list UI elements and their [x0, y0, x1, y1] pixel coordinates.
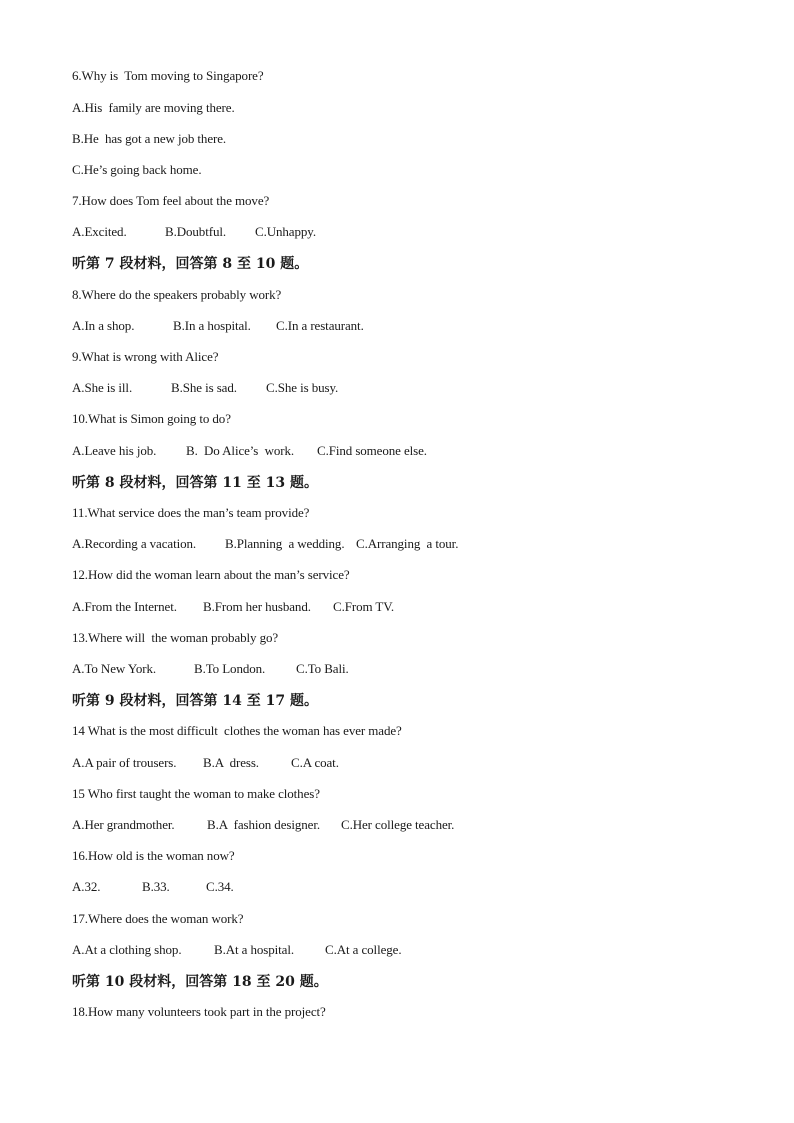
q7-options-row: [72, 224, 772, 240]
q15-option-c: C.Her college teacher.: [341, 817, 455, 832]
question-16: 16.How old is the woman now?: [72, 848, 235, 863]
q8-option-b: B.In a hospital.: [173, 318, 251, 333]
q7-option-c: C.Unhappy.: [255, 224, 316, 239]
q17-option-c: C.At a college.: [325, 942, 402, 957]
q11-option-c: C.Arranging a tour.: [356, 536, 459, 551]
q17-options-row: [72, 942, 772, 958]
question-9: 9.What is wrong with Alice?: [72, 349, 219, 364]
q15-option-b: B.A fashion designer.: [207, 817, 320, 832]
q16-option-b: B.33.: [142, 879, 170, 894]
section-heading-9: 听第 9 段材料，回答第 14 至 17 题。: [72, 693, 318, 709]
q10-options-row: [72, 443, 772, 459]
q16-option-c: C.34.: [206, 879, 234, 894]
q7-option-a: A.Excited.: [72, 224, 127, 239]
q15-options-row: [72, 817, 772, 833]
q8-options-row: [72, 318, 772, 334]
q12-option-c: C.From TV.: [333, 599, 395, 614]
q9-option-b: B.She is sad.: [171, 380, 237, 395]
q14-options-row: [72, 755, 772, 771]
question-13: 13.Where will the woman probably go?: [72, 630, 279, 645]
q6-option-a: A.His family are moving there.: [72, 100, 235, 115]
q8-option-a: A.In a shop.: [72, 318, 135, 333]
q6-option-b: B.He has got a new job there.: [72, 131, 227, 146]
section-heading-7: 听第 7 段材料，回答第 8 至 10 题。: [72, 256, 309, 272]
question-10: 10.What is Simon going to do?: [72, 411, 231, 426]
question-12: 12.How did the woman learn about the man’s service?: [72, 567, 350, 582]
q13-options-row: [72, 661, 772, 677]
q9-option-a: A.She is ill.: [72, 380, 133, 395]
q11-option-b: B.Planning a wedding.: [225, 536, 345, 551]
question-11: 11.What service does the man’s team provide?: [72, 505, 310, 520]
question-8: 8.Where do the speakers probably work?: [72, 287, 282, 302]
q16-option-a: A.32.: [72, 879, 101, 894]
q9-options-row: [72, 380, 772, 396]
q17-option-b: B.At a hospital.: [214, 942, 295, 957]
q17-option-a: A.At a clothing shop.: [72, 942, 182, 957]
question-6: 6.Why is Tom moving to Singapore?: [72, 68, 264, 83]
q12-options-row: [72, 599, 772, 615]
question-17: 17.Where does the woman work?: [72, 911, 244, 926]
q10-option-a: A.Leave his job.: [72, 443, 157, 458]
q14-option-b: B.A dress.: [203, 755, 259, 770]
q14-option-c: C.A coat.: [291, 755, 339, 770]
q9-option-c: C.She is busy.: [266, 380, 339, 395]
q6-option-c: C.He’s going back home.: [72, 162, 202, 177]
question-14: 14 What is the most difficult clothes the woman has ever made?: [72, 723, 402, 738]
q11-options-row: [72, 536, 772, 552]
q16-options-row: [72, 879, 772, 895]
question-15: 15 Who first taught the woman to make clothes?: [72, 786, 320, 801]
q13-option-a: A.To New York.: [72, 661, 157, 676]
question-7: 7.How does Tom feel about the move?: [72, 193, 270, 208]
q11-option-a: A.Recording a vacation.: [72, 536, 197, 551]
q8-option-c: C.In a restaurant.: [276, 318, 364, 333]
section-heading-10: 听第 10 段材料，回答第 18 至 20 题。: [72, 974, 328, 990]
q7-option-b: B.Doubtful.: [165, 224, 227, 239]
question-18: 18.How many volunteers took part in the project?: [72, 1004, 326, 1019]
q10-option-c: C.Find someone else.: [317, 443, 427, 458]
q12-option-b: B.From her husband.: [203, 599, 311, 614]
q15-option-a: A.Her grandmother.: [72, 817, 175, 832]
q13-option-b: B.To London.: [194, 661, 266, 676]
q12-option-a: A.From the Internet.: [72, 599, 177, 614]
q14-option-a: A.A pair of trousers.: [72, 755, 177, 770]
q13-option-c: C.To Bali.: [296, 661, 349, 676]
q10-option-b: B. Do Alice’s work.: [186, 443, 295, 458]
section-heading-8: 听第 8 段材料，回答第 11 至 13 题。: [72, 475, 318, 491]
